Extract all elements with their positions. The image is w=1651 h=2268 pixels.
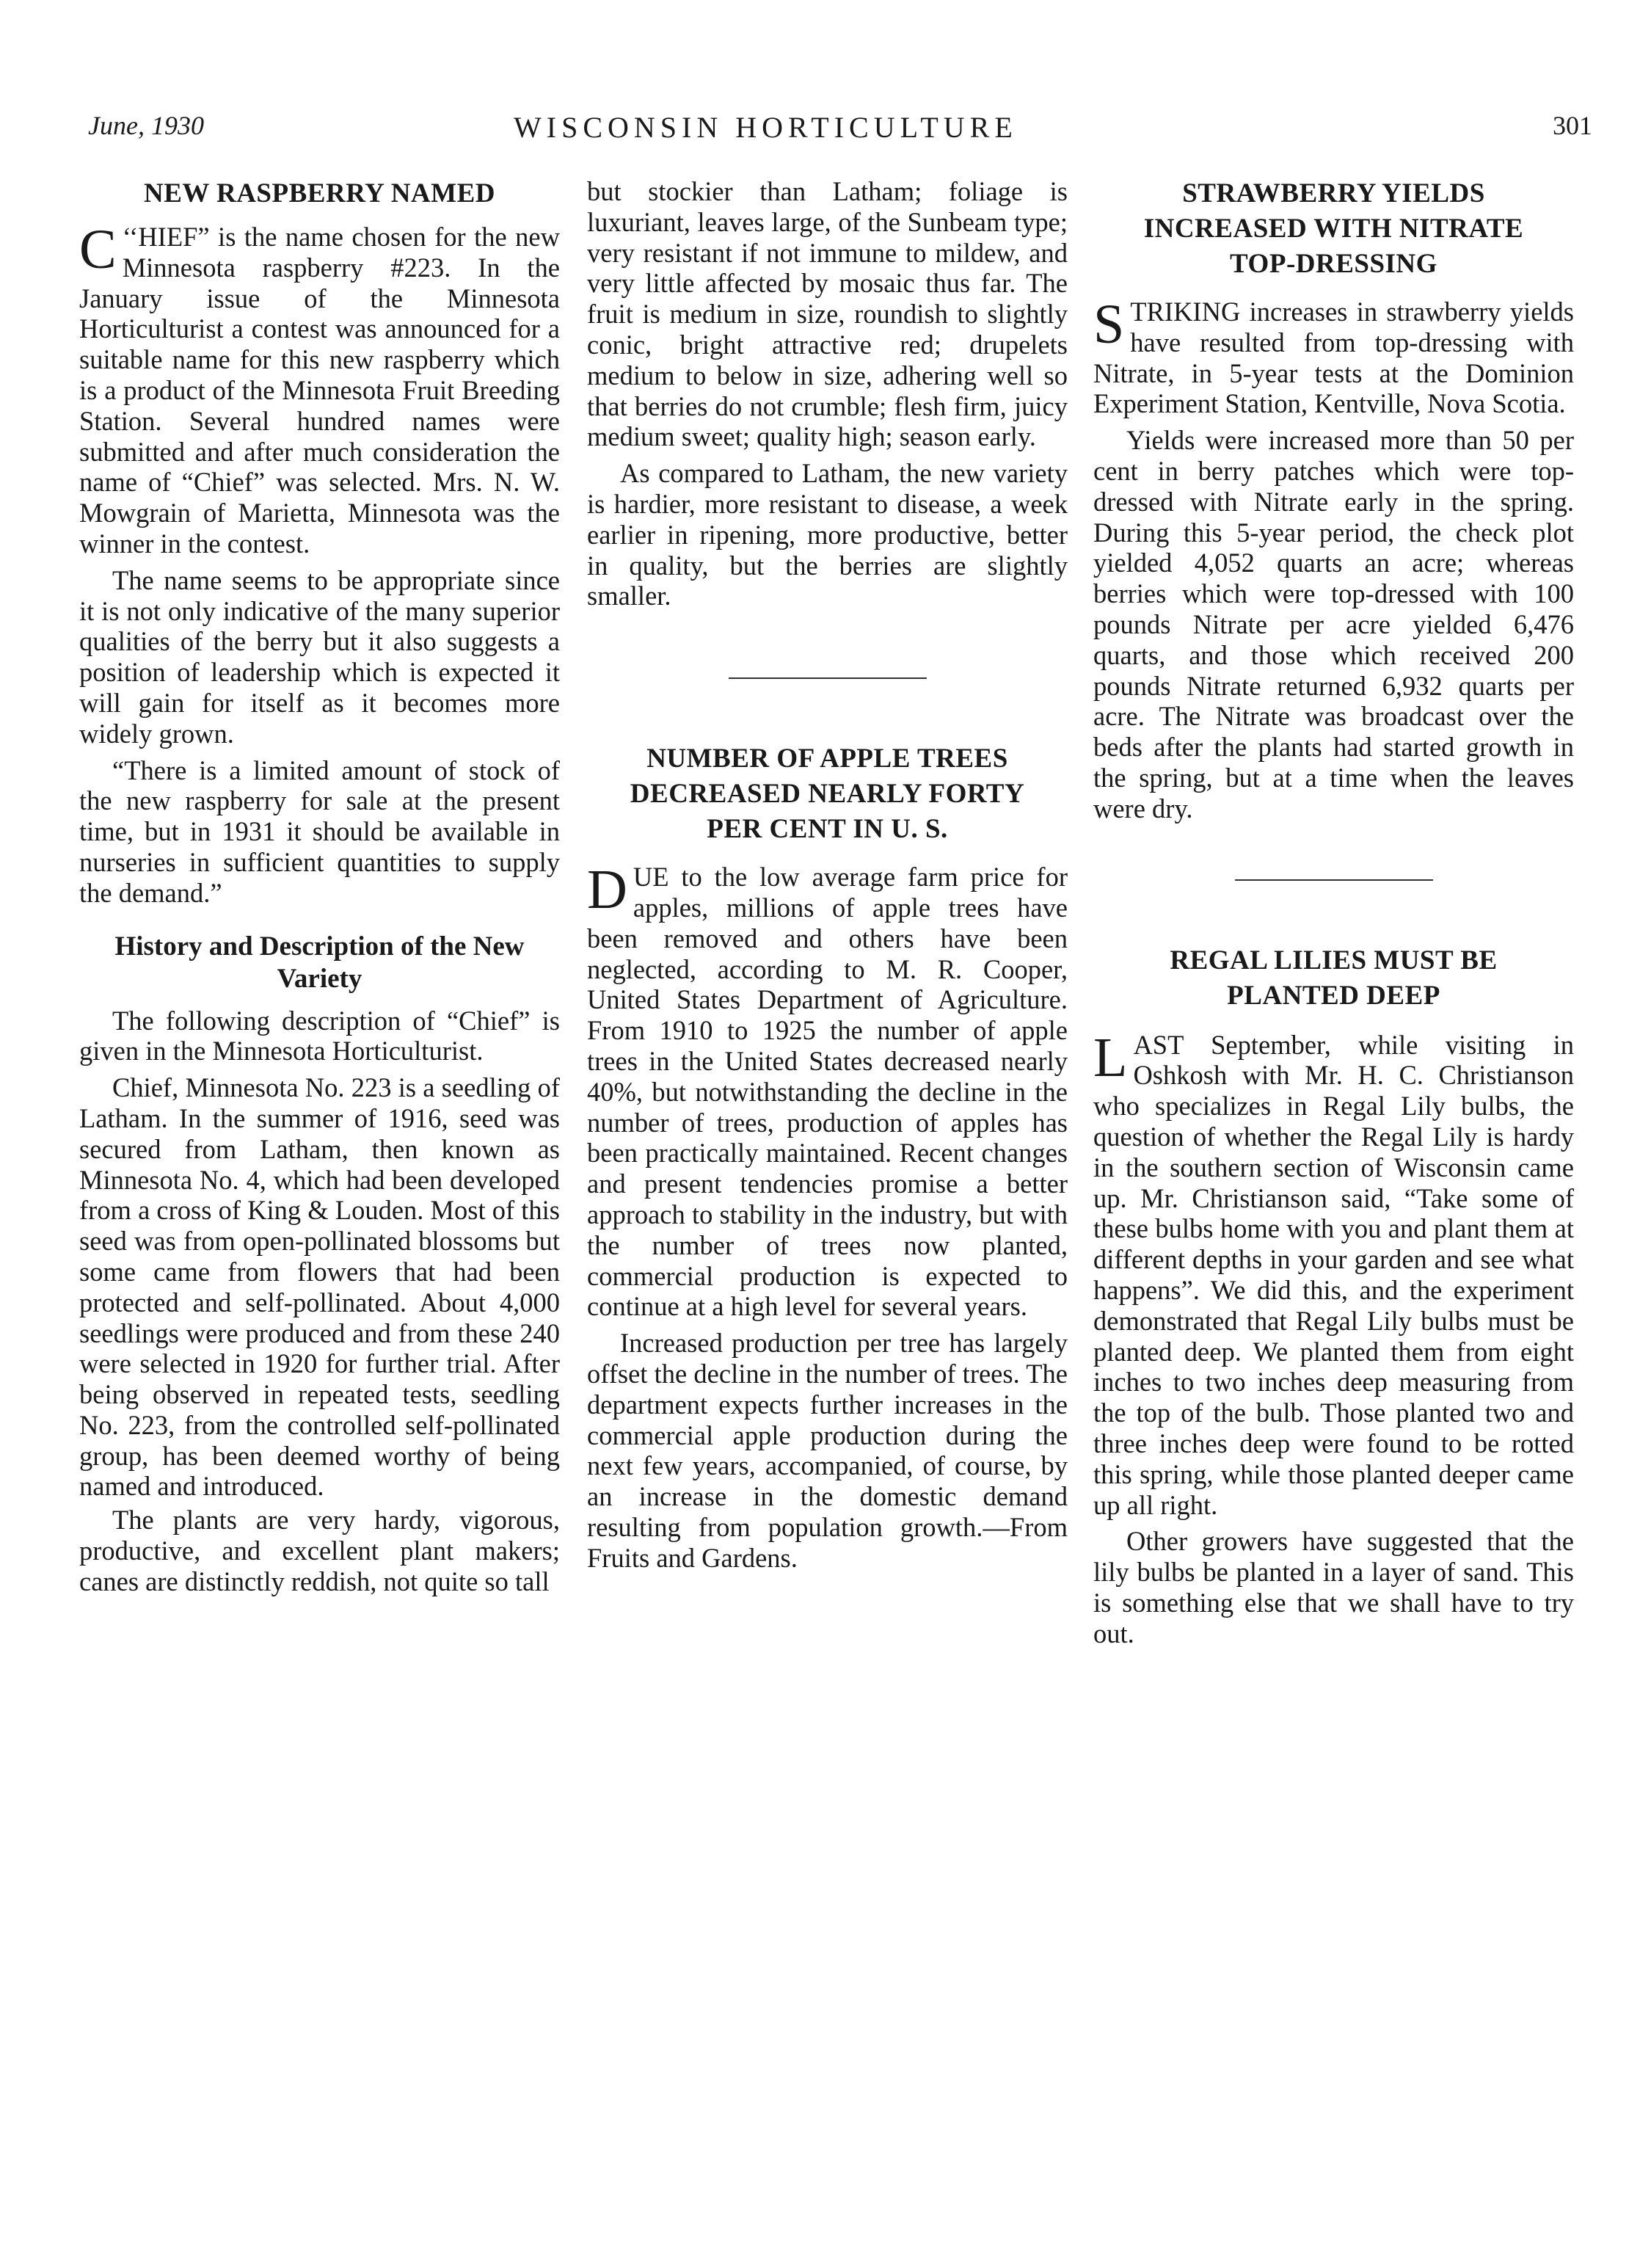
strawberry-paragraph-2: Yields were increased more than 50 per cent in berry patches which were top-dressed with Nitrate early in the spring. During this 5-year period, the check plot yielded 4,052 quarts an acre; whereas berries which were top-dressed with 100 pounds Nitrate per acre yielded 6,476 quarts, and those which received 200 pounds Nitrate returned 6,932 quarts per acre. The Nitrate was broadcast over the beds after the plants had started growth in the spring, but at a time when the leaves were dry. — [1093, 425, 1574, 824]
section-divider — [729, 677, 927, 679]
apple-paragraph-1-text: UE to the low average farm price for apples, millions of apple trees have been removed and others have been neglected, according to M. R. Cooper, United States Department of Agriculture. From 1910 to 1925 the number of apple trees in the United States decreased nearly 40%, but notwithstanding the decline in the number of trees, production of apples has been practically maintained. Recent changes and present tendencies promise a better approach to stability in the industry, but with the number of trees now planted, commercial production is expected to continue at a high level for several years. — [587, 862, 1068, 1322]
article-title-apple: NUMBER OF APPLE TREES DECREASED NEARLY FORTY PER CENT IN U. S. — [630, 744, 1025, 845]
raspberry-dropcap: C — [79, 219, 117, 280]
lilies-paragraph-1 — [1093, 1026, 1574, 1521]
raspberry-paragraph-1 — [79, 219, 560, 559]
article-title-raspberry: NEW RASPBERRY NAMED — [144, 178, 495, 208]
section-divider — [1235, 879, 1433, 881]
lilies-paragraph-2: Other growers have suggested that the lily bulbs be planted in a layer of sand. This is something else that we shall have to try out. — [1093, 1526, 1574, 1649]
strawberry-dropcap: S — [1093, 294, 1125, 355]
raspberry-paragraph-2: The name seems to be appropriate since it is not only indicative of the many superior qualities of the berry but it also suggests a position of leadership which is expected it will gain for itself as it becomes more widely grown. — [79, 564, 560, 749]
raspberry-subhead: History and Description of the New Variety — [114, 931, 525, 994]
raspberry-paragraph-4: The following description of “Chief” is given in the Minnesota Horticulturist. — [79, 1005, 560, 1066]
article-title-strawberry: STRAWBERRY YIELDS INCREASED WITH NITRATE TOP-DRESSING — [1143, 178, 1524, 279]
lilies-dropcap: L — [1093, 1026, 1128, 1088]
column-1 — [79, 176, 560, 1597]
raspberry-paragraph-5: Chief, Minnesota No. 223 is a seedling of Latham. In the summer of 1916, seed was secured from Latham, then known as Minnesota No. 4, which had been developed from a cross of King & Louden. Most of this seed was from open-pollinated blossoms but some came from flowers that had been protected and self-pollinated. About 4,000 seedlings were produced and from these 240 were selected in 1920 for further trial. After being observed in repeated tests, seedling No. 223, from the controlled self-pollinated group, has been deemed worthy of being named and introduced. — [79, 1072, 560, 1502]
raspberry-paragraph-7: As compared to Latham, the new variety is hardier, more resistant to disease, a week earlier in ripening, more productive, better in quality, but the berries are slightly smaller. — [587, 458, 1068, 611]
apple-dropcap: D — [587, 859, 627, 921]
column-2 — [587, 176, 1068, 1573]
raspberry-paragraph-6-continued: but stockier than Latham; foliage is luxuriant, leaves large, of the Sunbeam type; very resistant if not immune to mildew, and very little affected by mosaic thus far. The fruit is medium in size, roundish to slightly conic, bright attractive red; drupelets medium to below in size, adhering well so that berries do not crumble; flesh firm, juicy medium sweet; quality high; season early. — [587, 176, 1068, 452]
column-3 — [1093, 176, 1574, 1649]
lilies-paragraph-1-text: AST September, while visiting in Oshkosh with Mr. H. C. Christianson who specializes in Regal Lily bulbs, the question of whether the Regal Lily is hardy in the southern section of Wisconsin came up. Mr. Christianson said, “Take some of these bulbs home with you and plant them at different depths in your garden and see what happens”. We did this, and the experiment demonstrated that Regal Lily bulbs must be planted deep. We planted them from eight inches to two inches deep measuring from the top of the bulb. Those planted two and three inches deep were found to be rotted this spring, while those planted deeper came up all right. — [1093, 1029, 1574, 1520]
article-title-lilies: REGAL LILIES MUST BE PLANTED DEEP — [1170, 945, 1498, 1011]
journal-title: WISCONSIN HORTICULTURE — [514, 111, 1018, 144]
raspberry-paragraph-1-text: HIEF” is the name chosen for the new Minnesota raspberry #223. In the January issue of the Minnesota Horticulturist a contest was announced for a suitable name for this new raspberry which is a product of the Minnesota Fruit Breeding Station. Several hundred names were submitted and after much consideration the name of “Chief” was selected. Mrs. N. W. Mowgrain of Marietta, Minnesota was the winner in the contest. — [79, 222, 560, 559]
raspberry-paragraph-3: “There is a limited amount of stock of the new raspberry for sale at the present time, but in 1931 it should be available in nurseries in sufficient quantities to supply the demand.” — [79, 755, 560, 908]
raspberry-paragraph-6: The plants are very hardy, vigorous, productive, and excellent plant makers; canes are distinctly reddish, not quite so tall — [79, 1505, 560, 1596]
apple-paragraph-1 — [587, 859, 1068, 1322]
page-number: 301 — [1553, 111, 1592, 140]
apple-paragraph-2: Increased production per tree has largely offset the decline in the number of trees. The department expects further increases in the commercial apple production during the next few years, accompanied, of course, by an increase in the domestic demand resulting from population growth.—From Fruits and Gardens. — [587, 1328, 1068, 1573]
raspberry-open-quote: ‘‘ — [122, 222, 139, 252]
running-header — [88, 110, 1592, 154]
strawberry-paragraph-1 — [1093, 294, 1574, 419]
issue-date: June, 1930 — [88, 111, 204, 140]
strawberry-paragraph-1-text: TRIKING increases in strawberry yields have resulted from top-dressing with Nitrate, in 5-year tests at the Dominion Experiment Station, Kentville, Nova Scotia. — [1093, 297, 1574, 419]
